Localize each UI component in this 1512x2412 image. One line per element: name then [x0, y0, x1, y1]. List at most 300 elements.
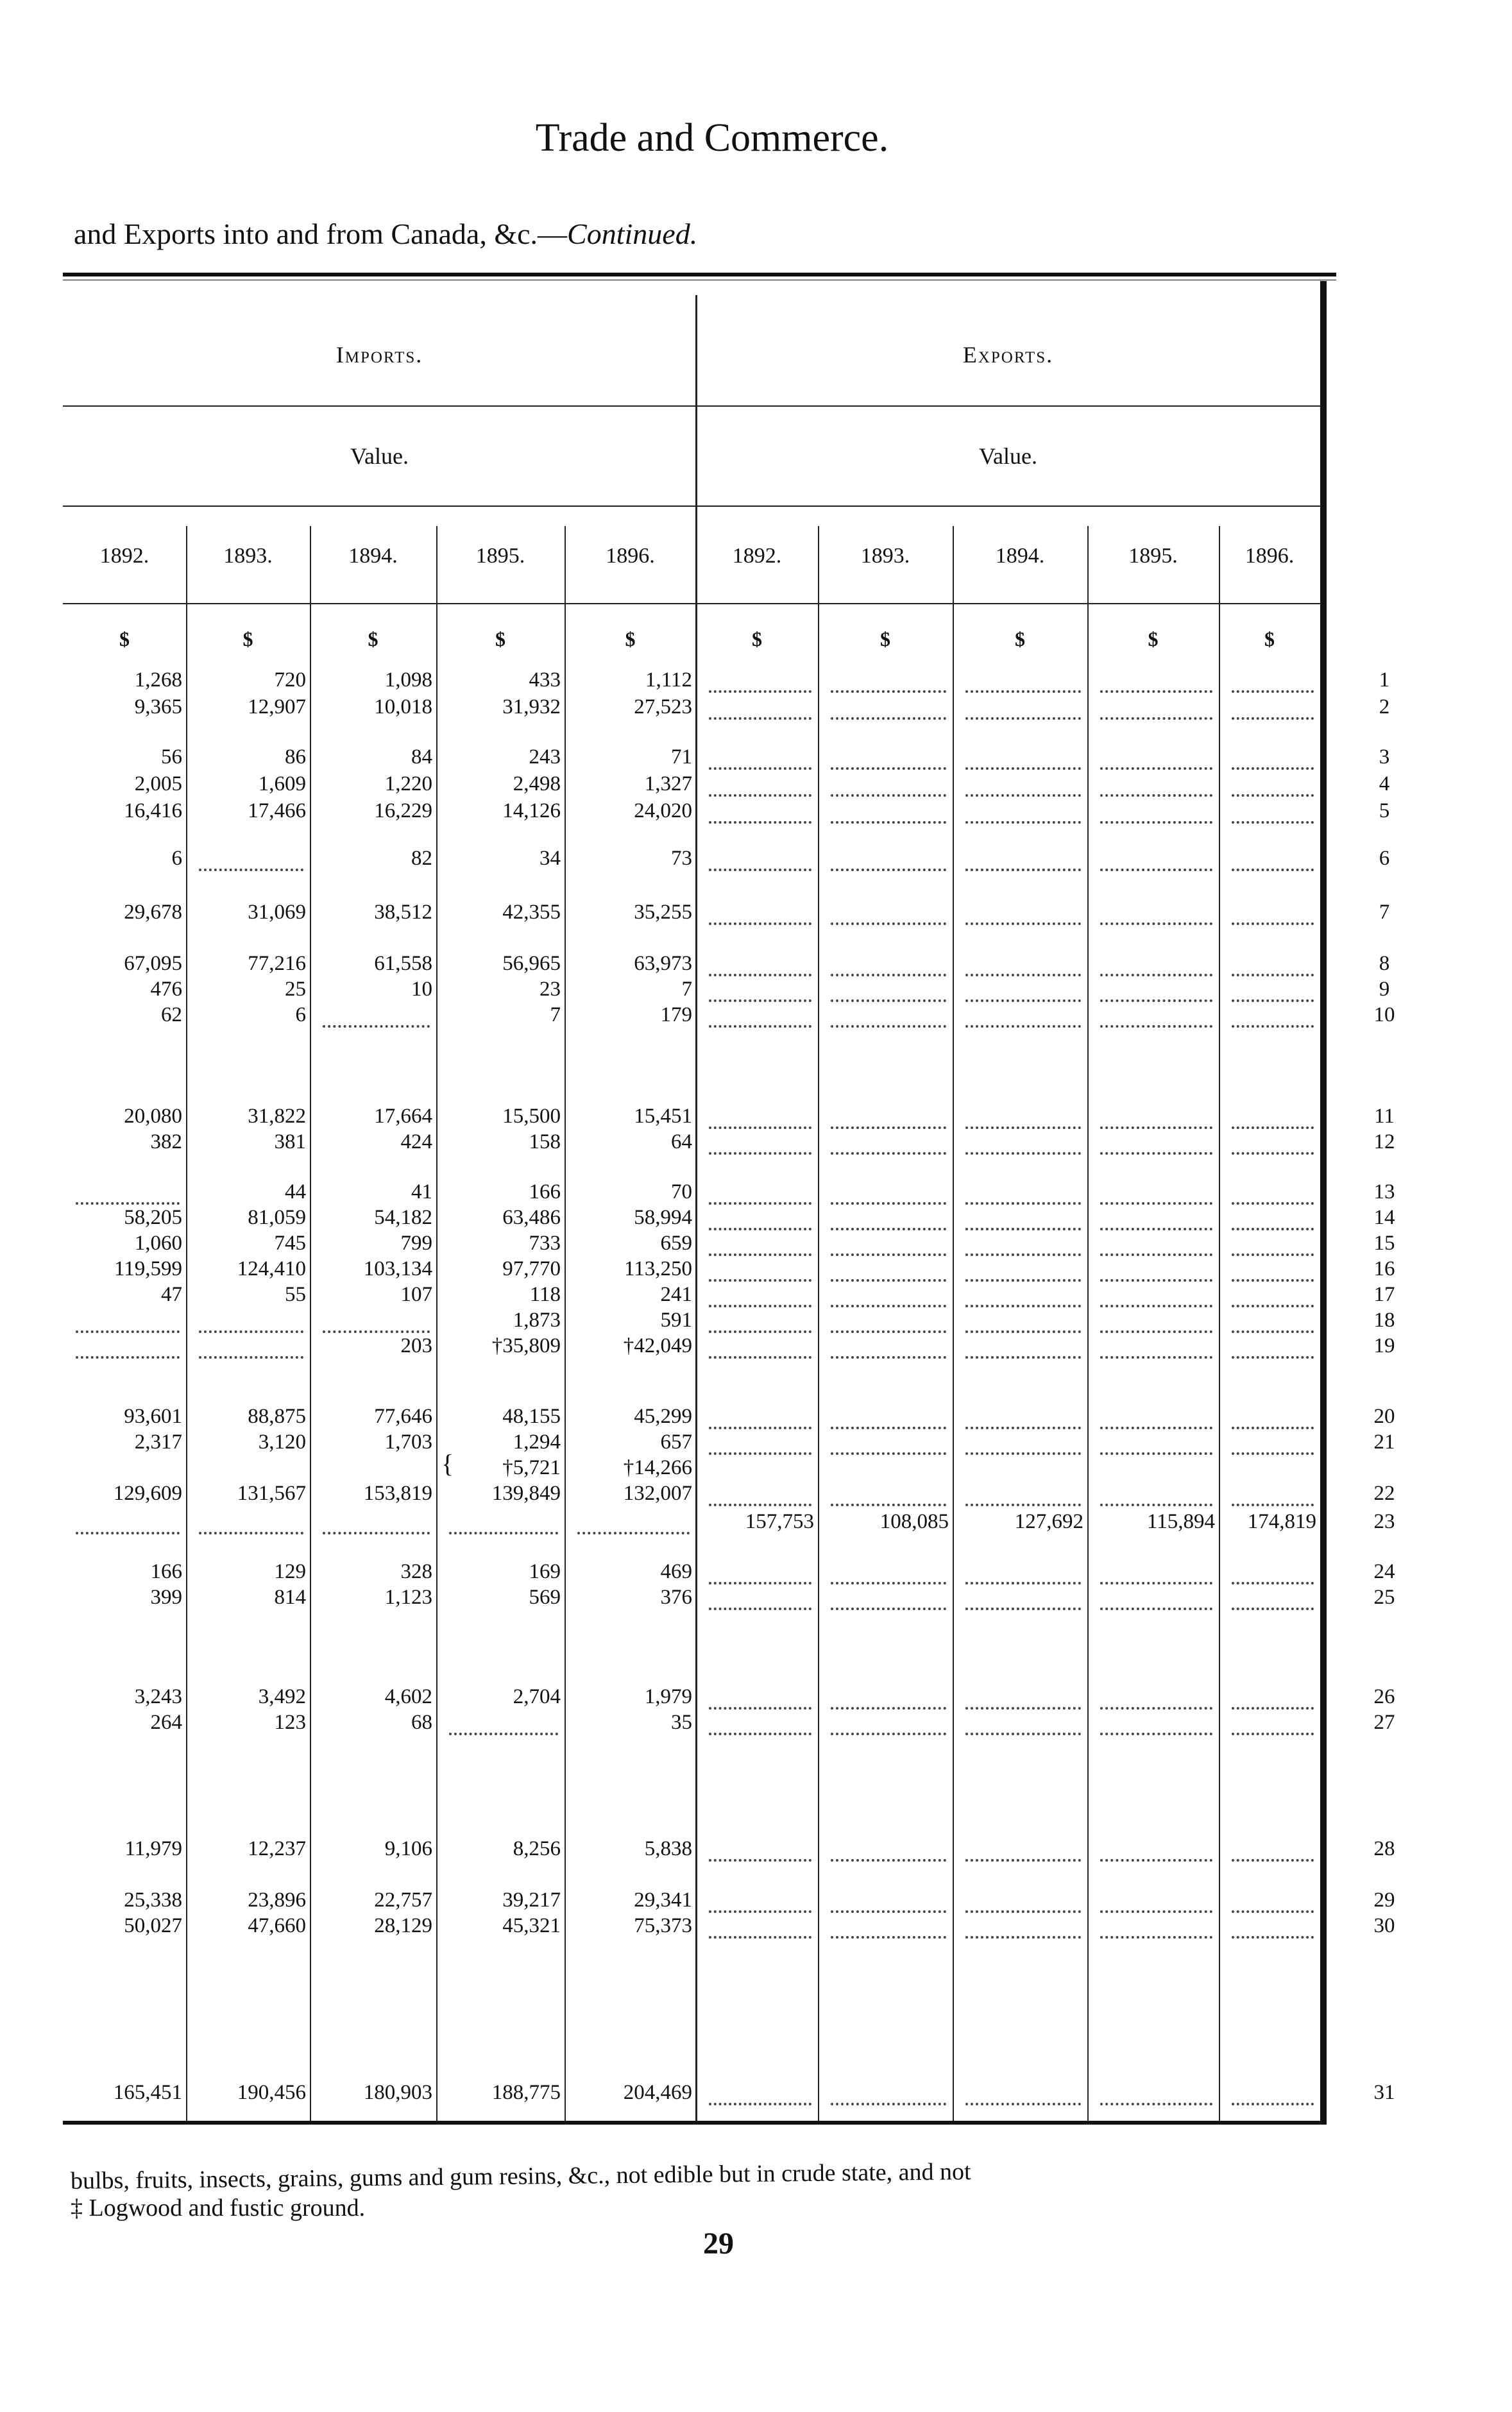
- import-value-cell: 25,338: [124, 1889, 182, 1912]
- year-header: 1892.: [732, 544, 782, 568]
- leader-dots: [709, 1684, 811, 1710]
- leader-dots: [831, 1103, 946, 1129]
- import-value-cell: 47,660: [248, 1914, 306, 1937]
- leader-dots: [831, 1404, 946, 1429]
- row-number: 31: [1373, 2081, 1395, 2104]
- leader-dots: [831, 694, 946, 720]
- import-value-cell: 11,979: [124, 1837, 182, 1860]
- leader-dots: [1232, 694, 1314, 720]
- import-value-cell: 2,704: [513, 1685, 561, 1708]
- row-number: 25: [1373, 1586, 1395, 1609]
- leader-dots: [76, 1333, 180, 1359]
- leader-dots: [323, 1509, 430, 1534]
- leader-dots: [709, 1256, 811, 1282]
- row-number: 23: [1373, 1510, 1395, 1533]
- import-value-cell: 241: [660, 1283, 692, 1306]
- import-value-cell: 799: [400, 1232, 432, 1255]
- import-value-cell: 2,498: [513, 772, 561, 795]
- year-header: 1896.: [606, 544, 655, 568]
- leader-dots: [1100, 1913, 1212, 1939]
- import-value-cell: 3,492: [258, 1685, 306, 1708]
- column-divider: [818, 526, 819, 2121]
- import-value-cell: 7: [550, 1003, 561, 1026]
- import-value-cell: 42,355: [502, 901, 561, 924]
- import-value-cell: 45,321: [502, 1914, 561, 1937]
- import-value-cell: 10,018: [374, 695, 432, 718]
- leader-dots: [1232, 798, 1314, 824]
- leader-dots: [831, 1710, 946, 1735]
- leader-dots: [1100, 2080, 1212, 2105]
- leader-dots: [1232, 1481, 1314, 1506]
- import-value-cell: 50,027: [124, 1914, 182, 1937]
- row-number: 2: [1379, 695, 1390, 718]
- leader-dots: [831, 1559, 946, 1584]
- leader-dots: [965, 744, 1081, 770]
- leader-dots: [831, 899, 946, 925]
- leader-dots: [1100, 1205, 1212, 1230]
- leader-dots: [831, 1282, 946, 1307]
- leader-dots: [199, 1509, 303, 1534]
- leader-dots: [709, 667, 811, 693]
- leader-dots: [965, 1913, 1081, 1939]
- leader-dots: [577, 1509, 690, 1534]
- import-value-cell: †14,266: [623, 1456, 692, 1479]
- leader-dots: [709, 1307, 811, 1333]
- leader-dots: [1232, 1429, 1314, 1455]
- leader-dots: [965, 845, 1081, 871]
- import-value-cell: 6: [295, 1003, 306, 1026]
- import-value-cell: 35,255: [634, 901, 692, 924]
- export-value-cell: 157,753: [745, 1510, 814, 1533]
- leader-dots: [1100, 1129, 1212, 1155]
- leader-dots: [831, 951, 946, 976]
- import-value-cell: 733: [529, 1232, 561, 1255]
- leader-dots: [1100, 1559, 1212, 1584]
- leader-dots: [709, 1205, 811, 1230]
- imports-value-heading: Value.: [350, 443, 409, 469]
- import-value-cell: 180,903: [363, 2081, 432, 2104]
- import-value-cell: 14,126: [502, 799, 561, 822]
- leader-dots: [965, 1333, 1081, 1359]
- header-rule-years: [63, 603, 1320, 604]
- exports-heading: Exports.: [962, 342, 1054, 368]
- import-value-cell: 77,646: [374, 1405, 432, 1428]
- leader-dots: [1232, 744, 1314, 770]
- leader-dots: [709, 899, 811, 925]
- row-22-brace: {: [441, 1449, 454, 1478]
- leader-dots: [965, 1307, 1081, 1333]
- import-value-cell: 131,567: [237, 1482, 306, 1505]
- import-value-cell: 31,932: [502, 695, 561, 718]
- import-value-cell: 433: [529, 668, 561, 692]
- import-value-cell: 1,873: [513, 1309, 561, 1332]
- import-value-cell: 129,609: [113, 1482, 182, 1505]
- import-value-cell: 814: [274, 1586, 306, 1609]
- row-number: 22: [1373, 1482, 1395, 1505]
- import-value-cell: 81,059: [248, 1206, 306, 1229]
- import-value-cell: 70: [671, 1180, 692, 1203]
- row-number: 3: [1379, 745, 1390, 769]
- row-number: 5: [1379, 799, 1390, 822]
- leader-dots: [709, 694, 811, 720]
- currency-symbol: $: [1015, 627, 1025, 650]
- import-value-cell: 243: [529, 745, 561, 769]
- leader-dots: [1100, 1887, 1212, 1913]
- leader-dots: [831, 1333, 946, 1359]
- import-value-cell: 58,205: [124, 1206, 182, 1229]
- leader-dots: [831, 1429, 946, 1455]
- leader-dots: [1232, 1584, 1314, 1610]
- leader-dots: [709, 2080, 811, 2105]
- row-number: 30: [1373, 1914, 1395, 1937]
- import-value-cell: 424: [400, 1130, 432, 1153]
- import-value-cell: 1,123: [384, 1586, 432, 1609]
- leader-dots: [965, 1836, 1081, 1862]
- import-value-cell: 29,678: [124, 901, 182, 924]
- row-number: 16: [1373, 1257, 1395, 1280]
- leader-dots: [965, 1684, 1081, 1710]
- import-value-cell: †5,721: [502, 1456, 561, 1479]
- leader-dots: [709, 1282, 811, 1307]
- leader-dots: [199, 1333, 303, 1359]
- leader-dots: [965, 1887, 1081, 1913]
- import-value-cell: 2,005: [134, 772, 182, 795]
- import-value-cell: 382: [150, 1130, 182, 1153]
- leader-dots: [831, 2080, 946, 2105]
- leader-dots: [1232, 1179, 1314, 1205]
- leader-dots: [76, 1179, 180, 1205]
- currency-symbol: $: [1264, 627, 1275, 650]
- leader-dots: [1100, 951, 1212, 976]
- leader-dots: [1232, 1333, 1314, 1359]
- leader-dots: [965, 1282, 1081, 1307]
- import-value-cell: 139,849: [491, 1482, 561, 1505]
- leader-dots: [1100, 1230, 1212, 1256]
- import-value-cell: 63,973: [634, 952, 692, 975]
- row-number: 13: [1373, 1180, 1395, 1203]
- import-value-cell: 203: [400, 1334, 432, 1357]
- import-value-cell: 3,120: [258, 1431, 306, 1454]
- leader-dots: [1100, 1179, 1212, 1205]
- leader-dots: [1100, 1333, 1212, 1359]
- import-value-cell: 86: [285, 745, 306, 769]
- import-value-cell: 169: [529, 1560, 561, 1583]
- import-value-cell: 64: [671, 1130, 692, 1153]
- import-value-cell: 476: [150, 978, 182, 1001]
- export-value-cell: 174,819: [1247, 1510, 1316, 1533]
- leader-dots: [1232, 2080, 1314, 2105]
- leader-dots: [965, 2080, 1081, 2105]
- leader-dots: [1232, 667, 1314, 693]
- row-number: 17: [1373, 1283, 1395, 1306]
- leader-dots: [831, 1230, 946, 1256]
- leader-dots: [965, 1205, 1081, 1230]
- leader-dots: [1232, 1282, 1314, 1307]
- row-number: 10: [1373, 1003, 1395, 1026]
- import-value-cell: 123: [274, 1711, 306, 1734]
- import-value-cell: 166: [150, 1560, 182, 1583]
- import-value-cell: 41: [411, 1180, 432, 1203]
- import-value-cell: 166: [529, 1180, 561, 1203]
- row-number: 18: [1373, 1309, 1395, 1332]
- currency-symbol: $: [625, 627, 636, 650]
- import-value-cell: 31,069: [248, 901, 306, 924]
- leader-dots: [831, 1307, 946, 1333]
- leader-dots: [965, 1404, 1081, 1429]
- import-value-cell: 399: [150, 1586, 182, 1609]
- leader-dots: [1100, 899, 1212, 925]
- leader-dots: [831, 798, 946, 824]
- leader-dots: [76, 1307, 180, 1333]
- import-value-cell: 34: [539, 847, 561, 870]
- leader-dots: [709, 1429, 811, 1455]
- leader-dots: [831, 1256, 946, 1282]
- leader-dots: [1100, 1481, 1212, 1506]
- import-value-cell: 16,416: [124, 799, 182, 822]
- import-value-cell: 165,451: [113, 2081, 182, 2104]
- import-value-cell: 124,410: [237, 1257, 306, 1280]
- imports-heading: Imports.: [336, 342, 423, 368]
- leader-dots: [1100, 976, 1212, 1002]
- import-value-cell: 23: [539, 978, 561, 1001]
- leader-dots: [1232, 845, 1314, 871]
- import-value-cell: 8,256: [513, 1837, 561, 1860]
- leader-dots: [709, 771, 811, 797]
- import-value-cell: 376: [660, 1586, 692, 1609]
- currency-symbol: $: [242, 627, 253, 650]
- leader-dots: [709, 798, 811, 824]
- export-value-cell: 108,085: [879, 1510, 949, 1533]
- leader-dots: [1232, 976, 1314, 1002]
- year-header: 1894.: [348, 544, 398, 568]
- import-value-cell: 84: [411, 745, 432, 769]
- leader-dots: [965, 1584, 1081, 1610]
- import-value-cell: 31,822: [248, 1105, 306, 1128]
- leader-dots: [1232, 1307, 1314, 1333]
- leader-dots: [449, 1710, 558, 1735]
- import-value-cell: 264: [150, 1711, 182, 1734]
- leader-dots: [1100, 845, 1212, 871]
- currency-symbol: $: [368, 627, 378, 650]
- import-value-cell: 25: [285, 978, 306, 1001]
- leader-dots: [965, 951, 1081, 976]
- import-value-cell: 47: [161, 1283, 182, 1306]
- leader-dots: [709, 1002, 811, 1028]
- import-value-cell: 569: [529, 1586, 561, 1609]
- leader-dots: [709, 1333, 811, 1359]
- leader-dots: [1100, 1307, 1212, 1333]
- leader-dots: [709, 1836, 811, 1862]
- row-number: 29: [1373, 1889, 1395, 1912]
- import-value-cell: 188,775: [491, 2081, 561, 2104]
- leader-dots: [709, 1913, 811, 1939]
- import-value-cell: 1,609: [258, 772, 306, 795]
- import-value-cell: 82: [411, 847, 432, 870]
- leader-dots: [965, 1710, 1081, 1735]
- import-value-cell: 7: [681, 978, 692, 1001]
- leader-dots: [1100, 667, 1212, 693]
- import-value-cell: 1,060: [134, 1232, 182, 1255]
- top-double-rule: [63, 273, 1336, 280]
- imports-exports-divider: [695, 295, 697, 2121]
- leader-dots: [449, 1509, 558, 1534]
- column-divider: [1219, 526, 1220, 2121]
- row-number: 20: [1373, 1405, 1395, 1428]
- leader-dots: [709, 1179, 811, 1205]
- header-rule-group: [63, 405, 1320, 407]
- leader-dots: [1100, 1404, 1212, 1429]
- import-value-cell: 73: [671, 847, 692, 870]
- import-value-cell: 28,129: [374, 1914, 432, 1937]
- row-number: 12: [1373, 1130, 1395, 1153]
- column-divider: [186, 526, 187, 2121]
- import-value-cell: 27,523: [634, 695, 692, 718]
- import-value-cell: 45,299: [634, 1405, 692, 1428]
- import-value-cell: 61,558: [374, 952, 432, 975]
- leader-dots: [965, 1481, 1081, 1506]
- import-value-cell: 469: [660, 1560, 692, 1583]
- leader-dots: [709, 1103, 811, 1129]
- footnote-continued-text: bulbs, fruits, insects, grains, gums and gum resins, &c., not edible but in crude state, and not: [70, 2158, 971, 2195]
- leader-dots: [1232, 1205, 1314, 1230]
- import-value-cell: 93,601: [124, 1405, 182, 1428]
- import-value-cell: 38,512: [374, 901, 432, 924]
- leader-dots: [965, 1103, 1081, 1129]
- leader-dots: [1100, 1103, 1212, 1129]
- page-title: Trade and Commerce.: [535, 116, 889, 160]
- leader-dots: [709, 1887, 811, 1913]
- currency-symbol: $: [752, 627, 762, 650]
- import-value-cell: 119,599: [114, 1257, 182, 1280]
- leader-dots: [1232, 1887, 1314, 1913]
- import-value-cell: 745: [274, 1232, 306, 1255]
- leader-dots: [831, 667, 946, 693]
- leader-dots: [1100, 694, 1212, 720]
- leader-dots: [965, 1230, 1081, 1256]
- leader-dots: [965, 1179, 1081, 1205]
- row-number: 28: [1373, 1837, 1395, 1860]
- leader-dots: [1232, 1404, 1314, 1429]
- import-value-cell: 16,229: [374, 799, 432, 822]
- import-value-cell: 67,095: [124, 952, 182, 975]
- leader-dots: [831, 976, 946, 1002]
- import-value-cell: 1,327: [644, 772, 692, 795]
- leader-dots: [965, 1256, 1081, 1282]
- leader-dots: [831, 1684, 946, 1710]
- row-number: 8: [1379, 952, 1390, 975]
- currency-symbol: $: [1148, 627, 1159, 650]
- import-value-cell: 88,875: [248, 1405, 306, 1428]
- row-number: 21: [1373, 1431, 1395, 1454]
- leader-dots: [831, 1887, 946, 1913]
- leader-dots: [1232, 1710, 1314, 1735]
- import-value-cell: 10: [411, 978, 432, 1001]
- row-number: 19: [1373, 1334, 1395, 1357]
- import-value-cell: 15,500: [502, 1105, 561, 1128]
- column-divider: [436, 526, 437, 2121]
- page-subtitle: [74, 217, 697, 251]
- import-value-cell: 1,220: [384, 772, 432, 795]
- leader-dots: [323, 1307, 430, 1333]
- row-number: 4: [1379, 772, 1390, 795]
- year-header: 1895.: [475, 544, 525, 568]
- import-value-cell: †42,049: [623, 1334, 692, 1357]
- import-value-cell: 97,770: [502, 1257, 561, 1280]
- import-value-cell: 1,703: [384, 1431, 432, 1454]
- import-value-cell: 22,757: [374, 1889, 432, 1912]
- currency-symbol: $: [880, 627, 890, 650]
- import-value-cell: 9,106: [384, 1837, 432, 1860]
- leader-dots: [1232, 1684, 1314, 1710]
- import-value-cell: 190,456: [237, 2081, 306, 2104]
- leader-dots: [76, 1509, 180, 1534]
- import-value-cell: 107: [400, 1283, 432, 1306]
- year-header: 1893.: [223, 544, 273, 568]
- leader-dots: [1232, 1129, 1314, 1155]
- import-value-cell: 1,112: [645, 668, 692, 692]
- leader-dots: [199, 1307, 303, 1333]
- leader-dots: [965, 1002, 1081, 1028]
- row-number: 1: [1379, 668, 1390, 692]
- leader-dots: [709, 744, 811, 770]
- leader-dots: [1100, 1710, 1212, 1735]
- leader-dots: [831, 1584, 946, 1610]
- leader-dots: [965, 798, 1081, 824]
- import-value-cell: 12,237: [248, 1837, 306, 1860]
- leader-dots: [1232, 1913, 1314, 1939]
- leader-dots: [1100, 1836, 1212, 1862]
- leader-dots: [709, 1129, 811, 1155]
- leader-dots: [1100, 798, 1212, 824]
- import-value-cell: 158: [529, 1130, 561, 1153]
- import-value-cell: 54,182: [374, 1206, 432, 1229]
- leader-dots: [1232, 1836, 1314, 1862]
- row-number: 14: [1373, 1206, 1395, 1229]
- import-value-cell: 15,451: [634, 1105, 692, 1128]
- leader-dots: [965, 667, 1081, 693]
- year-header: 1895.: [1128, 544, 1178, 568]
- import-value-cell: 720: [274, 668, 306, 692]
- leader-dots: [709, 976, 811, 1002]
- import-value-cell: 17,466: [248, 799, 306, 822]
- row-number: 27: [1373, 1711, 1395, 1734]
- import-value-cell: 77,216: [248, 952, 306, 975]
- leader-dots: [965, 976, 1081, 1002]
- import-value-cell: 68: [411, 1711, 432, 1734]
- leader-dots: [323, 1002, 430, 1028]
- exports-value-heading: Value.: [979, 443, 1037, 469]
- column-divider: [1087, 526, 1089, 2121]
- import-value-cell: 381: [274, 1130, 306, 1153]
- column-divider: [565, 526, 566, 2121]
- leader-dots: [1232, 951, 1314, 976]
- leader-dots: [709, 1584, 811, 1610]
- year-header: 1893.: [860, 544, 910, 568]
- leader-dots: [1232, 771, 1314, 797]
- leader-dots: [1232, 1002, 1314, 1028]
- import-value-cell: 1,979: [644, 1685, 692, 1708]
- import-value-cell: 9,365: [134, 695, 182, 718]
- import-value-cell: 24,020: [634, 799, 692, 822]
- import-value-cell: 71: [671, 745, 692, 769]
- import-value-cell: 179: [660, 1003, 692, 1026]
- leader-dots: [965, 771, 1081, 797]
- row-number: 7: [1379, 901, 1390, 924]
- import-value-cell: 118: [529, 1283, 561, 1306]
- import-value-cell: 591: [660, 1309, 692, 1332]
- import-value-cell: 657: [660, 1431, 692, 1454]
- row-number: 24: [1373, 1560, 1395, 1583]
